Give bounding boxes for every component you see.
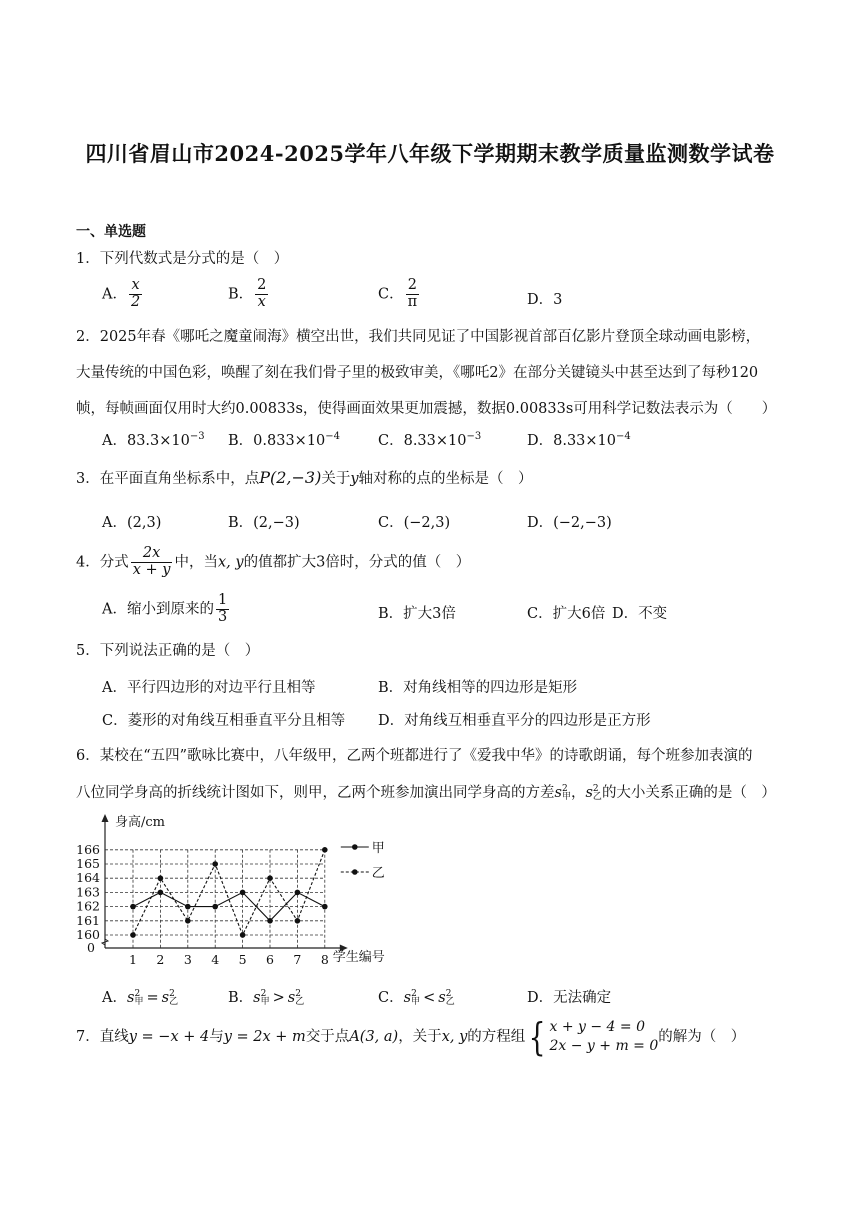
data-point-jia: [267, 918, 273, 924]
y-axis-label: 身高/cm: [115, 815, 165, 830]
data-point-yi: [322, 847, 328, 853]
y-axis-arrow-icon: [102, 814, 109, 822]
x-tick-label: 4: [211, 952, 220, 967]
q4-option-b[interactable]: B．扩大3倍: [378, 606, 456, 622]
data-point-jia: [130, 904, 136, 910]
question-6-line-2: 八位同学身高的折线统计图如下，则甲，乙两个班参加演出同学身高的方差s 2 甲 ，s 2 乙 的大小关系正确的是（ ）: [76, 783, 776, 802]
data-point-yi: [295, 918, 301, 924]
brace-icon: {: [528, 1015, 546, 1059]
data-point-jia: [158, 890, 164, 896]
y-tick-label: 161: [76, 912, 100, 928]
data-point-jia: [295, 890, 301, 896]
y-tick-label: 0: [87, 940, 95, 955]
x-tick-label: 7: [293, 952, 302, 967]
x-tick-label: 1: [129, 952, 137, 967]
y-tick-label: 162: [76, 898, 100, 914]
y-tick-label: 160: [76, 927, 100, 942]
legend-label: 甲: [371, 841, 385, 856]
fraction: $\frac{2}{x}$: [257, 277, 267, 310]
q2-option-d[interactable]: D．$8.33\times 10^{-4}$: [527, 431, 631, 449]
x-tick-label: 6: [266, 952, 274, 967]
legend-marker: [352, 869, 358, 875]
q1-option-b[interactable]: B． $\frac{2}{x}$: [228, 277, 267, 310]
y-tick-label: 166: [76, 841, 100, 857]
fraction: $\frac{1}{3}$: [217, 592, 228, 625]
fraction: $\frac{2}{\pi}$: [407, 277, 418, 310]
q5-option-d[interactable]: D．对角线互相垂直平分的四边形是正方形: [378, 713, 651, 729]
data-point-yi: [240, 932, 246, 938]
q3-option-a[interactable]: A．(2,3): [102, 515, 162, 531]
q4-option-c[interactable]: C．扩大6倍: [527, 606, 606, 622]
question-2-line-1: 2．2025年春《哪吒之魔童闹海》横空出世，我们共同见证了中国影视首部百亿影片登顶全球动画电影榜，: [76, 329, 761, 345]
q6-option-b[interactable]: B．s 2 甲 > s 2 乙: [228, 988, 305, 1007]
y-tick-label: 163: [76, 884, 100, 900]
question-7-stem: 7．直线y = −x + 4与y = 2x + m交于点A(3, a)，关于x, y的方程组{ x + y − 4 = 0 2x − y + m = 0 的解为（ ）: [76, 1015, 746, 1059]
question-4-stem: 4．分式 $\frac{2x}{x + y}$ 中，当x, y的值都扩大3倍时，分式的值（ ）: [76, 545, 471, 578]
x-tick-label: 3: [183, 952, 192, 967]
q5-option-a[interactable]: A．平行四边形的对边平行且相等: [102, 680, 316, 696]
equation-system: x + y − 4 = 0 2x − y + m = 0: [549, 1019, 659, 1054]
legend-label: 乙: [371, 866, 385, 881]
page-title: 四川省眉山市2024-2025学年八年级下学期期末教学质量监测数学试卷: [85, 141, 775, 166]
question-2-line-3: 帧，每帧画面仅用时大约0.00833s，使得画面效果更加震撼，数据0.00833s可用科学记数法表示为（ ）: [76, 401, 777, 417]
question-2-line-2: 大量传统的中国色彩，唤醒了刻在我们骨子里的极致审美，《哪吒2》在部分关键镜头中甚至达到了每秒120: [76, 365, 759, 381]
q6-option-d[interactable]: D．无法确定: [527, 990, 612, 1006]
data-point-jia: [212, 904, 218, 910]
q5-option-c[interactable]: C．菱形的对角线互相垂直平分且相等: [102, 713, 346, 729]
x-tick-label: 8: [320, 952, 329, 967]
question-6-line-1: 6．某校在“五四”歌咏比赛中，八年级甲，乙两个班都进行了《爱我中华》的诗歌朗诵，每个班参加表演的: [76, 748, 753, 764]
section-heading: 一、单选题: [76, 224, 146, 240]
q6-option-c[interactable]: C．s 2 甲 < s 2 乙: [378, 988, 455, 1007]
fraction: $\frac{x}{2}$: [130, 277, 141, 310]
fraction: $\frac{2x}{x + y}$: [132, 545, 171, 578]
data-point-yi: [158, 875, 164, 881]
data-point-jia: [322, 904, 328, 910]
data-point-jia: [240, 890, 246, 896]
x-tick-label: 5: [238, 952, 247, 967]
question-1-stem: 1．下列代数式是分式的是（ ）: [76, 251, 289, 267]
q4-option-a[interactable]: A．缩小到原来的 $\frac{1}{3}$: [102, 592, 228, 625]
y-tick-label: 165: [76, 856, 100, 871]
data-point-jia: [185, 904, 191, 910]
q3-option-c[interactable]: C．(−2,3): [378, 515, 451, 531]
data-point-yi: [212, 861, 218, 867]
x-tick-label: 2: [156, 952, 165, 967]
q2-option-c[interactable]: C．$8.33\times 10^{-3}$: [378, 431, 482, 449]
q5-option-b[interactable]: B．对角线相等的四边形是矩形: [378, 680, 578, 696]
q6-option-a[interactable]: A．s 2 甲 = s 2 乙: [102, 988, 179, 1007]
q2-option-a[interactable]: A．$83.3\times 10^{-3}$: [102, 431, 205, 449]
q3-option-b[interactable]: B．(2,−3): [228, 515, 300, 531]
q4-option-d[interactable]: D．不变: [612, 606, 668, 622]
q1-option-a[interactable]: A． $\frac{x}{2}$: [102, 277, 141, 310]
q1-option-d[interactable]: D．3: [527, 292, 563, 308]
data-point-yi: [267, 875, 273, 881]
data-point-yi: [130, 932, 136, 938]
data-point-yi: [185, 918, 191, 924]
y-tick-label: 164: [76, 870, 100, 886]
height-line-chart: [70, 812, 400, 972]
q3-option-d[interactable]: D．(−2,−3): [527, 515, 612, 531]
x-axis-label: 学生编号: [332, 950, 385, 965]
question-3-stem: 3．在平面直角坐标系中，点P(2,−3)关于y轴对称的点的坐标是（ ）: [76, 468, 533, 487]
q2-option-b[interactable]: B．$0.833\times 10^{-4}$: [228, 431, 341, 449]
legend-marker: [352, 844, 358, 850]
q1-option-c[interactable]: C． $\frac{2}{\pi}$: [378, 277, 418, 310]
question-5-stem: 5．下列说法正确的是（ ）: [76, 643, 260, 659]
